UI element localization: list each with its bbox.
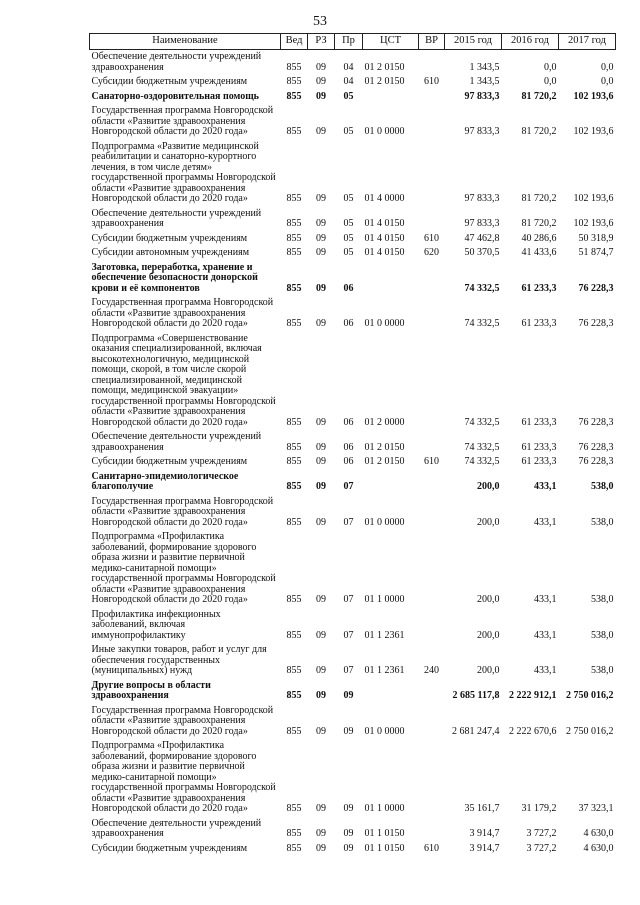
cell-2017: 538,0 [591,594,614,605]
cell-pr: 06 [343,456,354,467]
table-row [90,608,616,644]
cell-2017: 0,0 [601,61,614,73]
cell-2017: 4 630,0 [583,828,614,839]
cell-vr [419,207,445,232]
column-header-cst: ЦСТ [363,34,419,50]
cell-name: Обеспечение деятельности учреждений здравоохранения [91,51,262,73]
cell-rz: 09 [316,690,326,701]
table-row [90,261,616,297]
cell-2015: 200,0 [477,629,500,641]
cell-pr: 05 [343,90,354,102]
cell-2017: 0,0 [601,76,614,87]
cell-pr: 05 [343,218,354,229]
cell-2015: 1 343,5 [469,61,500,73]
cell-2017: 37 323,1 [578,803,614,814]
cell-rz: 09 [316,126,326,137]
cell-cst [363,90,419,105]
cell-rz: 09 [316,416,326,428]
cell-ved: 855 [286,665,302,676]
cell-ved: 855 [286,481,302,492]
cell-2015: 97 833,3 [464,193,500,204]
cell-2017: 76 228,3 [578,318,614,329]
cell-2016: 61 233,3 [521,318,557,329]
cell-vr [419,430,445,455]
cell-rz: 09 [316,247,326,258]
column-header-2015: 2015 год [445,34,502,50]
cell-rz: 09 [316,842,326,854]
cell-ved: 855 [286,282,302,294]
cell-2015: 35 161,7 [464,803,500,814]
cell-name: Иные закупки товаров, работ и услуг для обеспечения государственных (муниципальных) нужд [91,644,267,676]
cell-vr [419,608,445,644]
cell-pr: 05 [343,232,354,244]
cell-ved: 855 [286,690,302,701]
cell-cst [363,261,419,297]
cell-2017: 538,0 [591,481,614,492]
cell-ved: 855 [286,456,302,467]
table-row [90,679,616,704]
cell-cst: 01 1 0150 [364,828,405,839]
cell-pr: 05 [343,247,354,258]
cell-2015: 2 685 117,8 [452,690,500,701]
cell-2017: 2 750 016,2 [566,690,614,701]
cell-cst: 01 1 0150 [364,842,405,854]
table-row [90,207,616,232]
column-header-2016: 2016 год [502,34,559,50]
cell-rz: 09 [316,318,326,329]
cell-2016: 81 720,2 [521,126,557,137]
table-row [90,495,616,531]
cell-cst: 01 1 0000 [364,594,405,605]
cell-name: Субсидии автономным учреждениям [91,247,250,258]
cell-vr [419,739,445,817]
table-row [90,842,616,857]
cell-ved: 855 [286,416,302,428]
cell-2015: 74 332,5 [464,456,500,467]
cell-2016: 2 222 670,6 [509,725,557,737]
table-row [90,104,616,140]
cell-name: Субсидии бюджетным учреждениям [91,232,248,244]
cell-vr: 610 [424,76,439,87]
cell-name: Подпрограмма «Профилактика заболеваний, формирование здорового образа жизни и развитие первичной медико-санитарной помощи» государственной программы Новгородской области «Развитие здравоохранения Новгородской области до 2020 года» [91,531,276,605]
cell-2017: 76 228,3 [578,441,614,453]
cell-pr: 09 [343,803,354,814]
cell-2017: 76 228,3 [578,456,614,467]
cell-2017: 76 228,3 [578,416,614,428]
cell-name: Заготовка, переработка, хранение и обеспечение безопасности донорской крови и её компонентов [91,261,258,294]
table-row [90,817,616,842]
cell-ved: 855 [286,441,302,453]
cell-name: Подпрограмма «Совершенствование оказания специализированной, включая высокотехнологичную, медицинской помощи, скорой, в том числе скорой специализированной, медицинской помощи, медицинской эвакуации» государственной программы Новгородской области «Развитие здравоохранения Новгородской области до 2020 года» [91,332,276,428]
cell-ved: 855 [286,725,302,737]
cell-2016: 433,1 [534,516,557,528]
table-body [90,50,616,857]
cell-2016: 61 233,3 [521,416,557,428]
cell-ved: 855 [286,318,302,329]
page-number: 53 [313,14,327,29]
cell-vr: 240 [424,665,439,676]
cell-name: Государственная программа Новгородской области «Развитие здравоохранения Новгородской области до 2020 года» [91,297,274,329]
table-row [90,704,616,740]
cell-2016: 41 433,6 [521,247,557,258]
cell-2016: 2 222 912,1 [509,690,557,701]
cell-cst: 01 1 2361 [364,665,405,676]
cell-vr [419,50,445,76]
cell-2017: 76 228,3 [578,282,614,294]
cell-2017: 50 318,9 [578,232,614,244]
cell-cst: 01 4 0150 [364,218,405,229]
cell-ved: 855 [286,126,302,137]
cell-rz: 09 [316,828,326,839]
cell-2015: 2 681 247,4 [452,725,500,737]
cell-2016: 433,1 [534,665,557,676]
cell-pr: 09 [343,690,354,701]
cell-cst: 01 2 0150 [364,456,405,467]
cell-cst: 01 0 0000 [364,318,405,329]
cell-2015: 97 833,3 [464,218,500,229]
column-header-vr: ВР [419,34,445,50]
cell-rz: 09 [316,282,326,294]
cell-2017: 538,0 [591,629,614,641]
cell-ved: 855 [286,193,302,204]
cell-rz: 09 [316,481,326,492]
cell-pr: 06 [343,318,354,329]
cell-ved: 855 [286,76,302,87]
cell-name: Профилактика инфекционных заболеваний, включая иммунопрофилактику [91,608,221,641]
cell-ved: 855 [286,803,302,814]
cell-2015: 74 332,5 [464,282,500,294]
cell-cst: 01 0 0000 [364,516,405,528]
table-row [90,232,616,247]
cell-2016: 81 720,2 [521,218,557,229]
cell-name: Обеспечение деятельности учреждений здравоохранения [91,817,262,839]
cell-cst: 01 0 0000 [364,725,405,737]
cell-pr: 04 [343,61,354,73]
table-row [90,90,616,105]
cell-rz: 09 [316,594,326,605]
cell-pr: 05 [343,126,354,137]
cell-2017: 538,0 [591,665,614,676]
cell-vr [419,495,445,531]
cell-rz: 09 [316,90,326,102]
cell-2016: 31 179,2 [521,803,557,814]
cell-ved: 855 [286,61,302,73]
cell-rz: 09 [316,629,326,641]
cell-cst: 01 1 0000 [364,803,405,814]
cell-ved: 855 [286,828,302,839]
cell-2015: 74 332,5 [464,441,500,453]
cell-ved: 855 [286,90,302,102]
cell-vr [419,140,445,207]
cell-pr: 05 [343,193,354,204]
cell-2017: 102 193,6 [573,218,614,229]
cell-vr [419,261,445,297]
cell-cst [363,679,419,704]
cell-cst: 01 4 0150 [364,232,405,244]
cell-vr [419,817,445,842]
cell-2016: 433,1 [534,594,557,605]
cell-pr: 07 [343,665,354,676]
cell-cst: 01 0 0000 [364,126,405,137]
cell-pr: 09 [343,842,354,854]
cell-2015: 97 833,3 [464,90,500,102]
cell-cst [363,470,419,495]
cell-2016: 61 233,3 [521,441,557,453]
cell-rz: 09 [316,516,326,528]
cell-2017: 102 193,6 [573,126,614,137]
cell-2017: 51 874,7 [578,247,614,258]
cell-pr: 09 [343,725,354,737]
cell-vr [419,332,445,431]
cell-name: Субсидии бюджетным учреждениям [91,842,248,854]
table-row [90,75,616,90]
cell-cst: 01 2 0150 [364,441,405,453]
cell-vr [419,470,445,495]
cell-pr: 07 [343,516,354,528]
cell-rz: 09 [316,456,326,467]
cell-vr [419,90,445,105]
cell-pr: 07 [343,481,354,492]
cell-vr: 610 [424,842,439,854]
cell-pr: 06 [343,416,354,428]
cell-rz: 09 [316,725,326,737]
cell-2016: 61 233,3 [521,282,557,294]
cell-rz: 09 [316,76,326,87]
cell-2015: 47 462,8 [464,232,500,244]
cell-cst: 01 4 0000 [364,193,405,204]
cell-name: Государственная программа Новгородской области «Развитие здравоохранения Новгородской области до 2020 года» [91,704,274,737]
table-row [90,643,616,679]
cell-2015: 97 833,3 [464,126,500,137]
cell-name: Субсидии бюджетным учреждениям [91,456,248,467]
cell-ved: 855 [286,629,302,641]
cell-name: Санаторно-оздоровительная помощь [91,90,259,102]
cell-2015: 200,0 [477,516,500,528]
table-row [90,530,616,608]
cell-pr: 06 [343,282,354,294]
cell-2017: 102 193,6 [573,90,614,102]
table-row [90,332,616,431]
cell-2015: 3 914,7 [469,842,500,854]
cell-2016: 0,0 [544,61,557,73]
cell-name: Санитарно-эпидемиологическое благополучие [91,470,239,492]
table-row [90,50,616,76]
cell-pr: 06 [343,441,354,453]
cell-rz: 09 [316,232,326,244]
cell-vr: 610 [424,232,439,244]
table-row [90,246,616,261]
cell-vr [419,704,445,740]
cell-cst: 01 2 0150 [364,76,405,87]
cell-cst: 01 2 0150 [364,61,405,73]
cell-2016: 3 727,2 [526,828,557,839]
cell-2017: 102 193,6 [573,193,614,204]
cell-2016: 0,0 [544,76,557,87]
cell-cst: 01 1 2361 [364,629,405,641]
table-header-row [90,34,616,50]
cell-vr [419,104,445,140]
cell-rz: 09 [316,193,326,204]
column-header-2017: 2017 год [559,34,616,50]
cell-2016: 61 233,3 [521,456,557,467]
cell-cst: 01 2 0000 [364,416,405,428]
cell-name: Подпрограмма «Профилактика заболеваний, формирование здорового образа жизни и развитие первичной медико-санитарной помощи» государственной программы Новгородской области «Развитие здравоохранения Новгородской области до 2020 года» [91,740,276,814]
cell-2015: 200,0 [477,481,500,492]
cell-vr [419,530,445,608]
column-header-ved: Вед [281,34,308,50]
column-header-rz: РЗ [308,34,335,50]
cell-2015: 74 332,5 [464,318,500,329]
cell-2017: 2 750 016,2 [566,725,614,737]
cell-vr [419,296,445,332]
cell-vr: 610 [424,456,439,467]
cell-2016: 40 286,6 [521,232,557,244]
cell-2015: 200,0 [477,665,500,676]
column-header-pr: Пр [335,34,363,50]
cell-pr: 07 [343,629,354,641]
cell-ved: 855 [286,232,302,244]
cell-2015: 1 343,5 [469,76,500,87]
cell-vr [419,679,445,704]
cell-rz: 09 [316,61,326,73]
cell-rz: 09 [316,665,326,676]
cell-cst: 01 4 0150 [364,247,405,258]
cell-ved: 855 [286,842,302,854]
cell-ved: 855 [286,247,302,258]
cell-2016: 81 720,2 [521,90,557,102]
cell-name: Государственная программа Новгородской области «Развитие здравоохранения Новгородской области до 2020 года» [91,105,274,137]
table-row [90,296,616,332]
cell-2016: 81 720,2 [521,193,557,204]
cell-2016: 433,1 [534,629,557,641]
cell-2015: 3 914,7 [469,828,500,839]
cell-ved: 855 [286,218,302,229]
cell-2015: 200,0 [477,594,500,605]
cell-pr: 07 [343,594,354,605]
column-header-name: Наименование [90,34,281,50]
cell-name: Подпрограмма «Развитие медицинской реабилитации и санаторно-курортного лечения, в том числе детям» государственной программы Новгородской области «Развитие здравоохранения Новгородской области до 2020 года» [91,140,276,204]
cell-rz: 09 [316,218,326,229]
table-row [90,739,616,817]
cell-2015: 74 332,5 [464,416,500,428]
cell-vr: 620 [424,247,439,258]
table-row [90,455,616,470]
cell-rz: 09 [316,803,326,814]
cell-2015: 50 370,5 [464,247,500,258]
cell-name: Обеспечение деятельности учреждений здравоохранения [91,431,262,453]
table-row [90,470,616,495]
cell-name: Субсидии бюджетным учреждениям [91,76,248,87]
cell-2016: 3 727,2 [526,842,557,854]
cell-2017: 4 630,0 [583,842,614,854]
cell-name: Обеспечение деятельности учреждений здравоохранения [91,207,262,229]
cell-pr: 09 [343,828,354,839]
cell-pr: 04 [343,76,354,87]
budget-table [89,33,616,856]
table-row [90,430,616,455]
cell-2016: 433,1 [534,481,557,492]
table-row [90,140,616,207]
cell-2017: 538,0 [591,516,614,528]
cell-name: Государственная программа Новгородской области «Развитие здравоохранения Новгородской области до 2020 года» [91,495,274,528]
cell-ved: 855 [286,516,302,528]
cell-ved: 855 [286,594,302,605]
cell-name: Другие вопросы в области здравоохранения [91,679,211,701]
cell-rz: 09 [316,441,326,453]
